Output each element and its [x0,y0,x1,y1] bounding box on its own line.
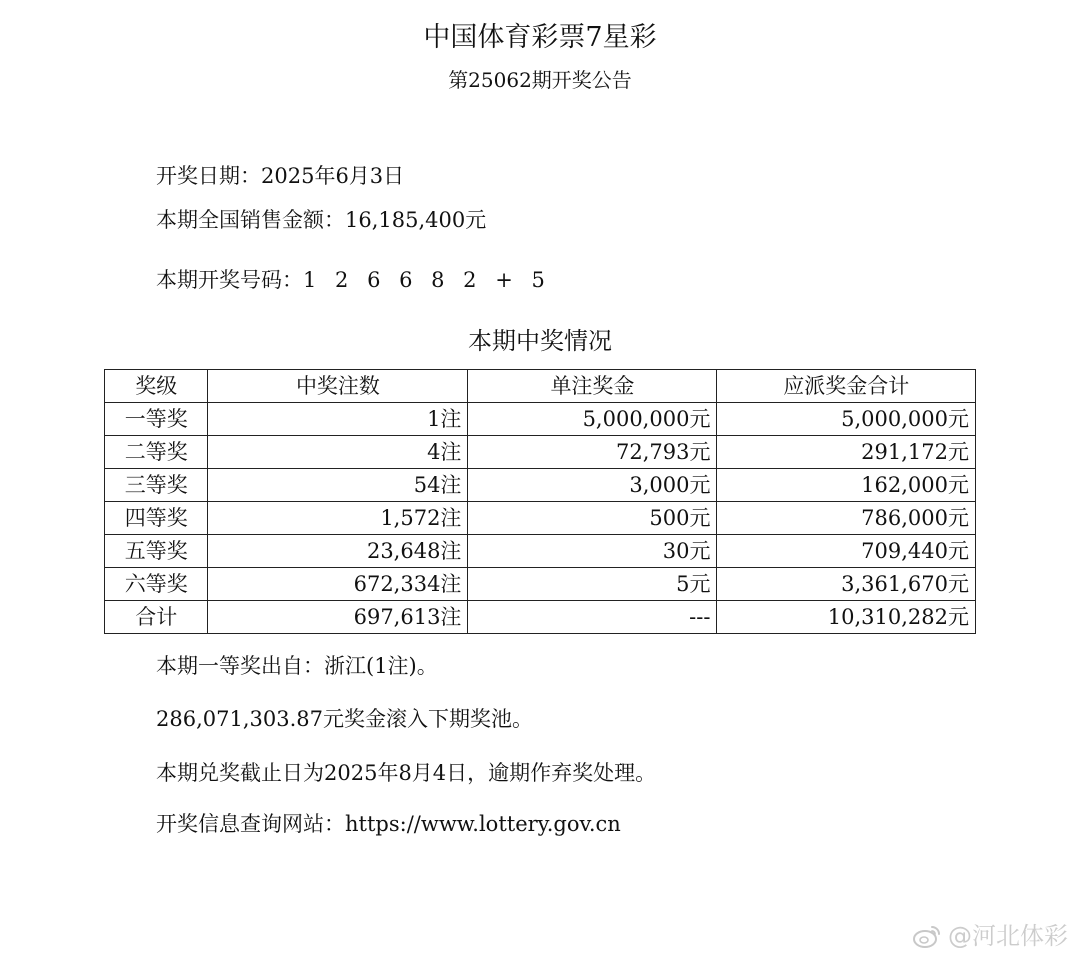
cell-level: 二等奖 [105,436,208,469]
winning-numbers-line [156,266,551,294]
winning-numbers: 1 2 6 6 8 2 + 5 [303,268,551,292]
watermark-text: @河北体彩 [948,922,1068,950]
website-note: 开奖信息查询网站：https://www.lottery.gov.cn [156,812,621,836]
cell-total-prize: 786,000元 [717,502,976,535]
header-level: 奖级 [105,370,208,403]
cell-single-prize: 5,000,000元 [468,403,717,436]
header-total-prize: 应派奖金合计 [717,370,976,403]
table-row [105,469,976,502]
cell-level: 四等奖 [105,502,208,535]
draw-date: 开奖日期：2025年6月3日 [156,164,405,188]
section-title: 本期中奖情况 [468,327,612,355]
cell-single-prize: 30元 [468,535,717,568]
weibo-icon [912,923,942,949]
watermark [912,919,1068,953]
cell-level: 六等奖 [105,568,208,601]
header-count: 中奖注数 [208,370,468,403]
cell-total-prize: 709,440元 [717,535,976,568]
table-row [105,403,976,436]
table-header-row [105,370,976,403]
cell-count: 1,572注 [208,502,468,535]
cell-single-prize: 3,000元 [468,469,717,502]
prize-table [104,369,976,634]
cell-count: 1注 [208,403,468,436]
cell-level: 五等奖 [105,535,208,568]
cell-single-prize: 72,793元 [468,436,717,469]
table-row-total [105,601,976,634]
cell-total-prize: 5,000,000元 [717,403,976,436]
rollover-note: 286,071,303.87元奖金滚入下期奖池。 [156,707,533,731]
cell-level: 合计 [105,601,208,634]
cell-single-prize: --- [468,601,717,634]
cell-single-prize: 5元 [468,568,717,601]
table-row [105,502,976,535]
sales-amount: 本期全国销售金额：16,185,400元 [156,208,487,232]
cell-total-prize: 10,310,282元 [717,601,976,634]
table-row [105,535,976,568]
cell-total-prize: 3,361,670元 [717,568,976,601]
page-title: 中国体育彩票7星彩 [423,22,657,53]
cell-count: 672,334注 [208,568,468,601]
cell-total-prize: 162,000元 [717,469,976,502]
cell-single-prize: 500元 [468,502,717,535]
table-row [105,436,976,469]
page-subtitle: 第25062期开奖公告 [448,68,632,92]
cell-level: 一等奖 [105,403,208,436]
cell-count: 23,648注 [208,535,468,568]
table-row [105,568,976,601]
winning-numbers-label: 本期开奖号码： [156,268,303,292]
cell-total-prize: 291,172元 [717,436,976,469]
cell-count: 54注 [208,469,468,502]
header-single-prize: 单注奖金 [468,370,717,403]
cell-count: 697,613注 [208,601,468,634]
cell-level: 三等奖 [105,469,208,502]
cell-count: 4注 [208,436,468,469]
deadline-note: 本期兑奖截止日为2025年8月4日，逾期作弃奖处理。 [156,761,657,785]
first-prize-origin: 本期一等奖出自：浙江(1注)。 [156,654,438,678]
